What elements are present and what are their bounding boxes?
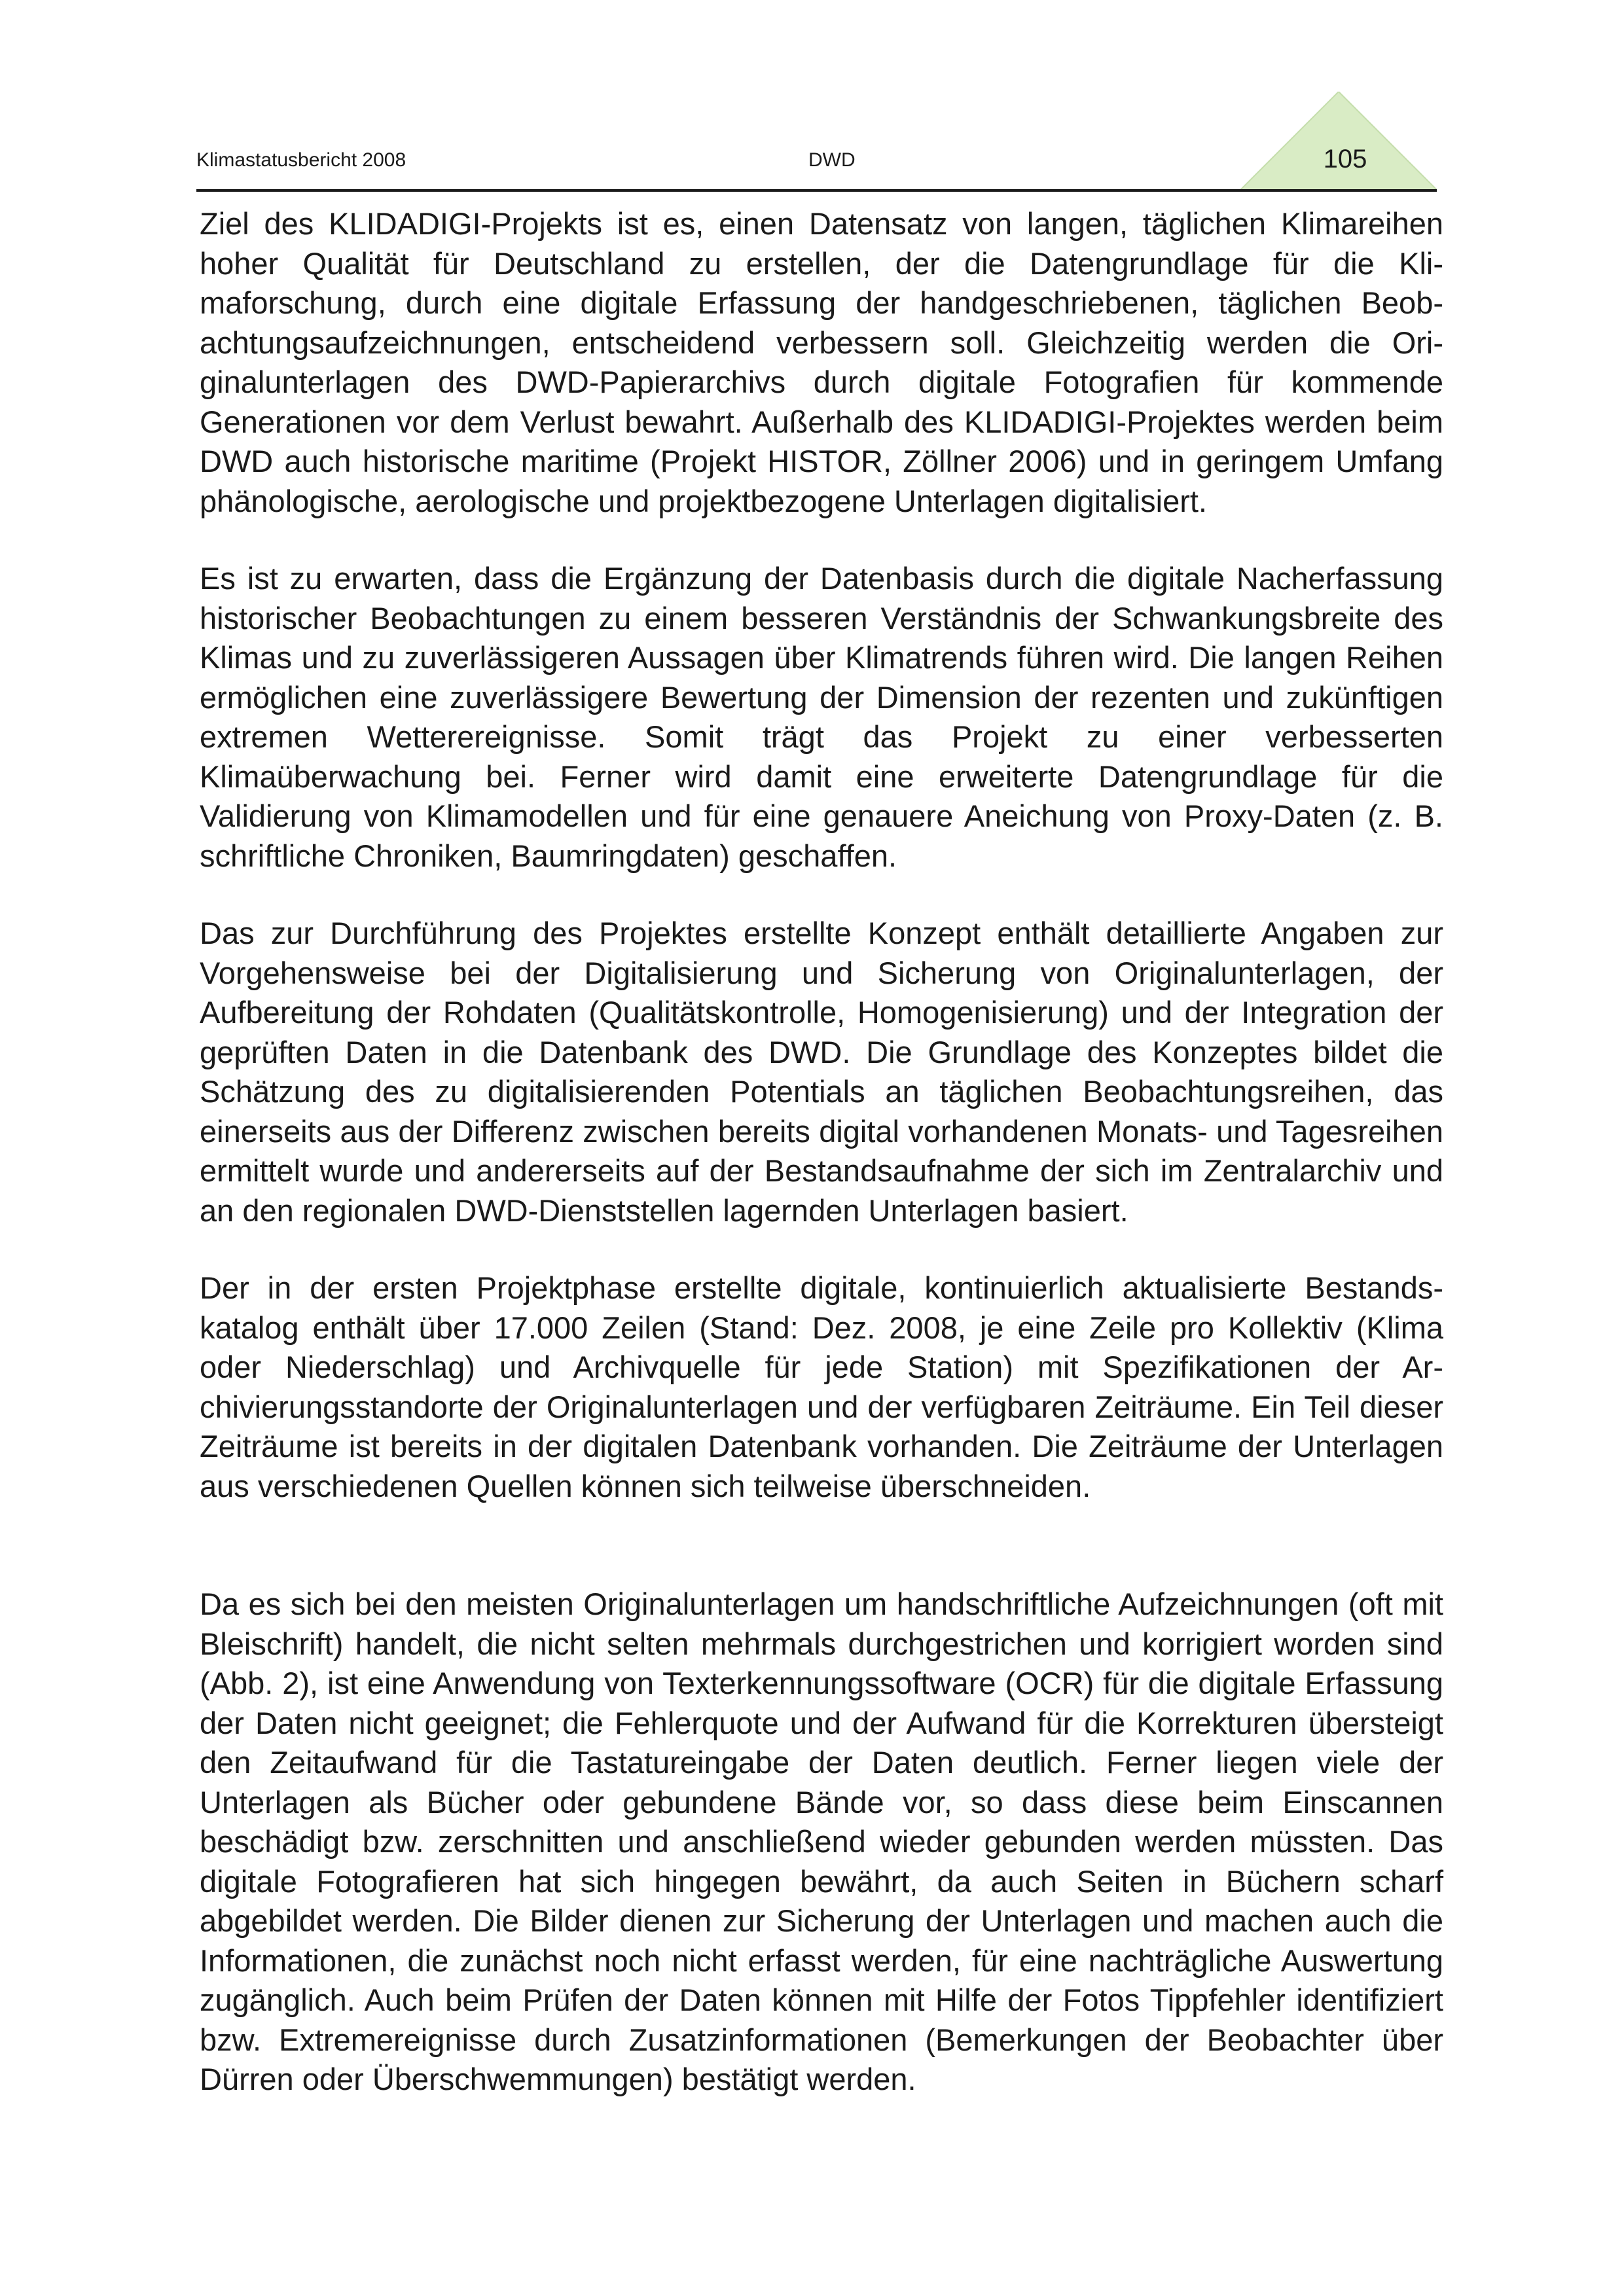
header-rule [196,189,1437,192]
page-number: 105 [1323,145,1367,173]
paragraph-digitization-method: Da es sich bei den meisten Originalunterlagen um handschriftliche Aufzeichnungen (oft mit Bleischrift) handelt, die nicht selten mehrmals durchgestrichen und korrigiert worden sind (Abb. 2), ist eine Anwendung von Texterkennungssoftware (OCR) für die digitale Erfassung der Daten nicht geeignet; die Fehlerquote und der Aufwand für die Korrekturen übersteigt den Zeitaufwand für die Tastatureingabe der Daten deutlich. Ferner liegen viele der Unterlagen als Bücher oder gebundene Bände vor, so dass diese beim Einscannen beschädigt bzw. zerschnitten und anschließend wieder gebunden werden müssten. Das digitale Fotografieren hat sich hingegen bewährt, da auch Seiten in Büchern scharf abgebildet werden. Die Bilder dienen zur Sicherung der Unterlagen und machen auch die Informationen, die zunächst noch nicht erfasst werden, für eine nachträgliche Auswertung zugänglich. Auch beim Prüfen der Daten können mit Hilfe der Fotos Tippfehler identifiziert bzw. Extremereignisse durch Zusatzinformationen (Bemerkungen der Beobachter über Dürren oder Überschwemmungen) bestätigt werden. [200,1587,1443,2096]
paragraph-expectations: Es ist zu erwarten, dass die Ergänzung der Datenbasis durch die digitale Nacherfassung historischer Beobachtungen zu einem besseren Verständnis der Schwankungsbreite des Klimas und zu zuverlässigeren Aussagen über Klimatrends führen wird. Die langen Reihen ermöglichen eine zuverlässigere Bewertung der Dimension der rezenten und zukünftigen extremen Wetterereignisse. Somit trägt das Projekt zu einer verbesserten Klimaüberwachung bei. Ferner wird damit eine erweiterte Datengrundlage für die Validierung von Klimamodellen und für eine genauere Aneichung von Proxy-Daten (z. B. schriftliche Chroniken, Baumringdaten) geschaffen. [200,561,1443,873]
body-text [200,204,1443,2100]
running-header-title: Klimastatusbericht 2008 [196,149,406,171]
paragraph-project-goal: Ziel des KLIDADIGI-Projekts ist es, einen Datensatz von langen, täglichen Klimareihen hoher Qualität für Deutschland zu erstellen, der die Datengrundlage für die Klimaforschung, durch eine digitale Erfassung der handgeschriebenen, täglichen Beobachtungsaufzeichnungen, entscheidend verbessern soll. Gleichzeitig werden die Originalunterlagen des DWD-Papierarchivs durch digitale Fotografien für kommende Generationen vor dem Verlust bewahrt. Außerhalb des KLIDADIGI-Projektes werden beim DWD auch historische maritime (Projekt HISTOR, Zöllner 2006) und in geringem Umfang phänologische, aerologische und projektbezogene Unterlagen digitalisiert. [200,206,1443,518]
paragraph-concept: Das zur Durchführung des Projektes erstellte Konzept enthält detaillierte Angaben zur Vorgehensweise bei der Digitalisierung und Sicherung von Originalunterlagen, der Aufbereitung der Rohdaten (Qualitätskontrolle, Homogenisierung) und der Integration der geprüften Daten in die Datenbank des DWD. Die Grundlage des Konzeptes bildet die Schätzung des zu digitalisierenden Potentials an täglichen Beobachtungsreihen, das einerseits aus der Differenz zwischen bereits digital vorhandenen Monats- und Tagesreihen ermittelt wurde und andererseits auf der Bestandsaufnahme der sich im Zentralarchiv und an den regionalen DWD-Dienststellen lagernden Unterlagen basiert. [200,916,1443,1228]
page-header [0,0,1624,203]
running-header-publisher: DWD [808,149,856,171]
paragraph-inventory-catalog: Der in der ersten Projektphase erstellte digitale, kontinuierlich aktualisierte Bestandskatalog enthält über 17.000 Zeilen (Stand: Dez. 2008, je eine Zeile pro Kollektiv (Klima oder Niederschlag) und Archivquelle für jede Station) mit Spezifikationen der Archivierungsstandorte der Originalunterlagen und der verfügbaren Zeiträume. Ein Teil dieser Zeiträume ist bereits in der digitalen Datenbank vorhanden. Die Zeiträume der Unterlagen aus verschiedenen Quellen können sich teilweise überschneiden. [200,1270,1443,1503]
